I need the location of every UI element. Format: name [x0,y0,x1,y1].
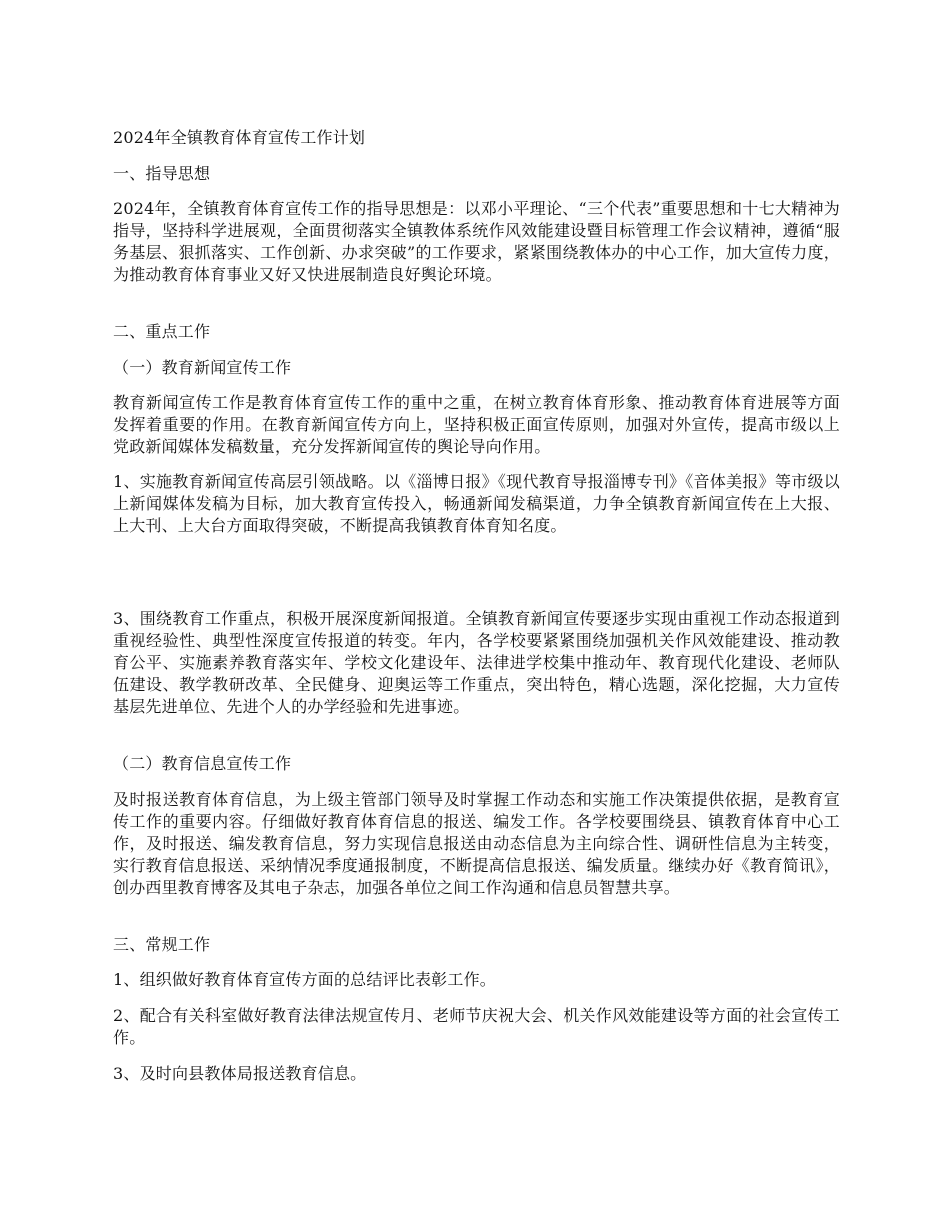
subsection-heading-news-publicity: （一）教育新闻宣传工作 [113,358,292,377]
subsection-heading-info-publicity: （二）教育信息宣传工作 [113,754,292,773]
routine-item-2: 2、配合有关科室做好教育法律法规宣传月、老师节庆祝大会、机关作风效能建设等方面的社会宣传工作。 [113,1006,840,1047]
paragraph-guiding-thought: 2024年，全镇教育体育宣传工作的指导思想是：以邓小平理论、“三个代表”重要思想和十七大精神为指导，坚持科学进展观，全面贯彻落实全镇教体系统作风效能建设暨目标管理工作会议精神，遵循“服务基层、狠抓落实、工作创新、办求突破”的工作要求，紧紧围绕教体办的中心工作，加大宣传力度，为推动教育体育事业又好又快进展制造良好舆论环境。 [113,199,840,284]
routine-item-3: 3、及时向县教体局报送教育信息。 [113,1064,367,1083]
section-heading-guiding-thought: 一、指导思想 [113,164,211,183]
section-heading-routine-work: 三、常规工作 [113,935,211,954]
routine-item-1: 1、组织做好教育体育宣传方面的总结评比表彰工作。 [113,970,496,989]
section-heading-key-work: 二、重点工作 [113,322,211,341]
list-item-1: 1、实施教育新闻宣传高层引领战略。以《淄博日报》《现代教育导报淄博专刊》《音体美报》等市级以上新闻媒体发稿为目标，加大教育宣传投入，畅通新闻发稿渠道，力争全镇教育新闻宣传在上大报、上大刊、上大台方面取得突破，不断提高我镇教育体育知名度。 [113,472,840,535]
list-item-3: 3、围绕教育工作重点，积极开展深度新闻报道。全镇教育新闻宣传要逐步实现由重视工作动态报道到重视经验性、典型性深度宣传报道的转变。年内，各学校要紧紧围绕加强机关作风效能建设、推动教育公平、实施素养教育落实年、学校文化建设年、法律进学校集中推动年、教育现代化建设、老师队伍建设、教学教研改革、全民健身、迎奥运等工作重点，突出特色，精心选题，深化挖掘，大力宣传基层先进单位、先进个人的办学经验和先进事迹。 [113,609,840,716]
paragraph-info-publicity: 及时报送教育体育信息，为上级主管部门领导及时掌握工作动态和实施工作决策提供依据，是教育宣传工作的重要内容。仔细做好教育体育信息的报送、编发工作。各学校要围绕县、镇教育体育中心工作，及时报送、编发教育信息，努力实现信息报送由动态信息为主向综合性、调研性信息为主转变，实行教育信息报送、采纳情况季度通报制度，不断提高信息报送、编发质量。继续办好《教育简讯》，创办西里教育博客及其电子杂志，加强各单位之间工作沟通和信息员智慧共享。 [113,790,840,897]
document-title: 2024年全镇教育体育宣传工作计划 [113,128,366,147]
paragraph-news-publicity: 教育新闻宣传工作是教育体育宣传工作的重中之重，在树立教育体育形象、推动教育体育进展等方面发挥着重要的作用。在教育新闻宣传方向上，坚持积极正面宣传原则，加强对外宣传，提高市级以上党政新闻媒体发稿数量，充分发挥新闻宣传的舆论导向作用。 [113,393,840,456]
